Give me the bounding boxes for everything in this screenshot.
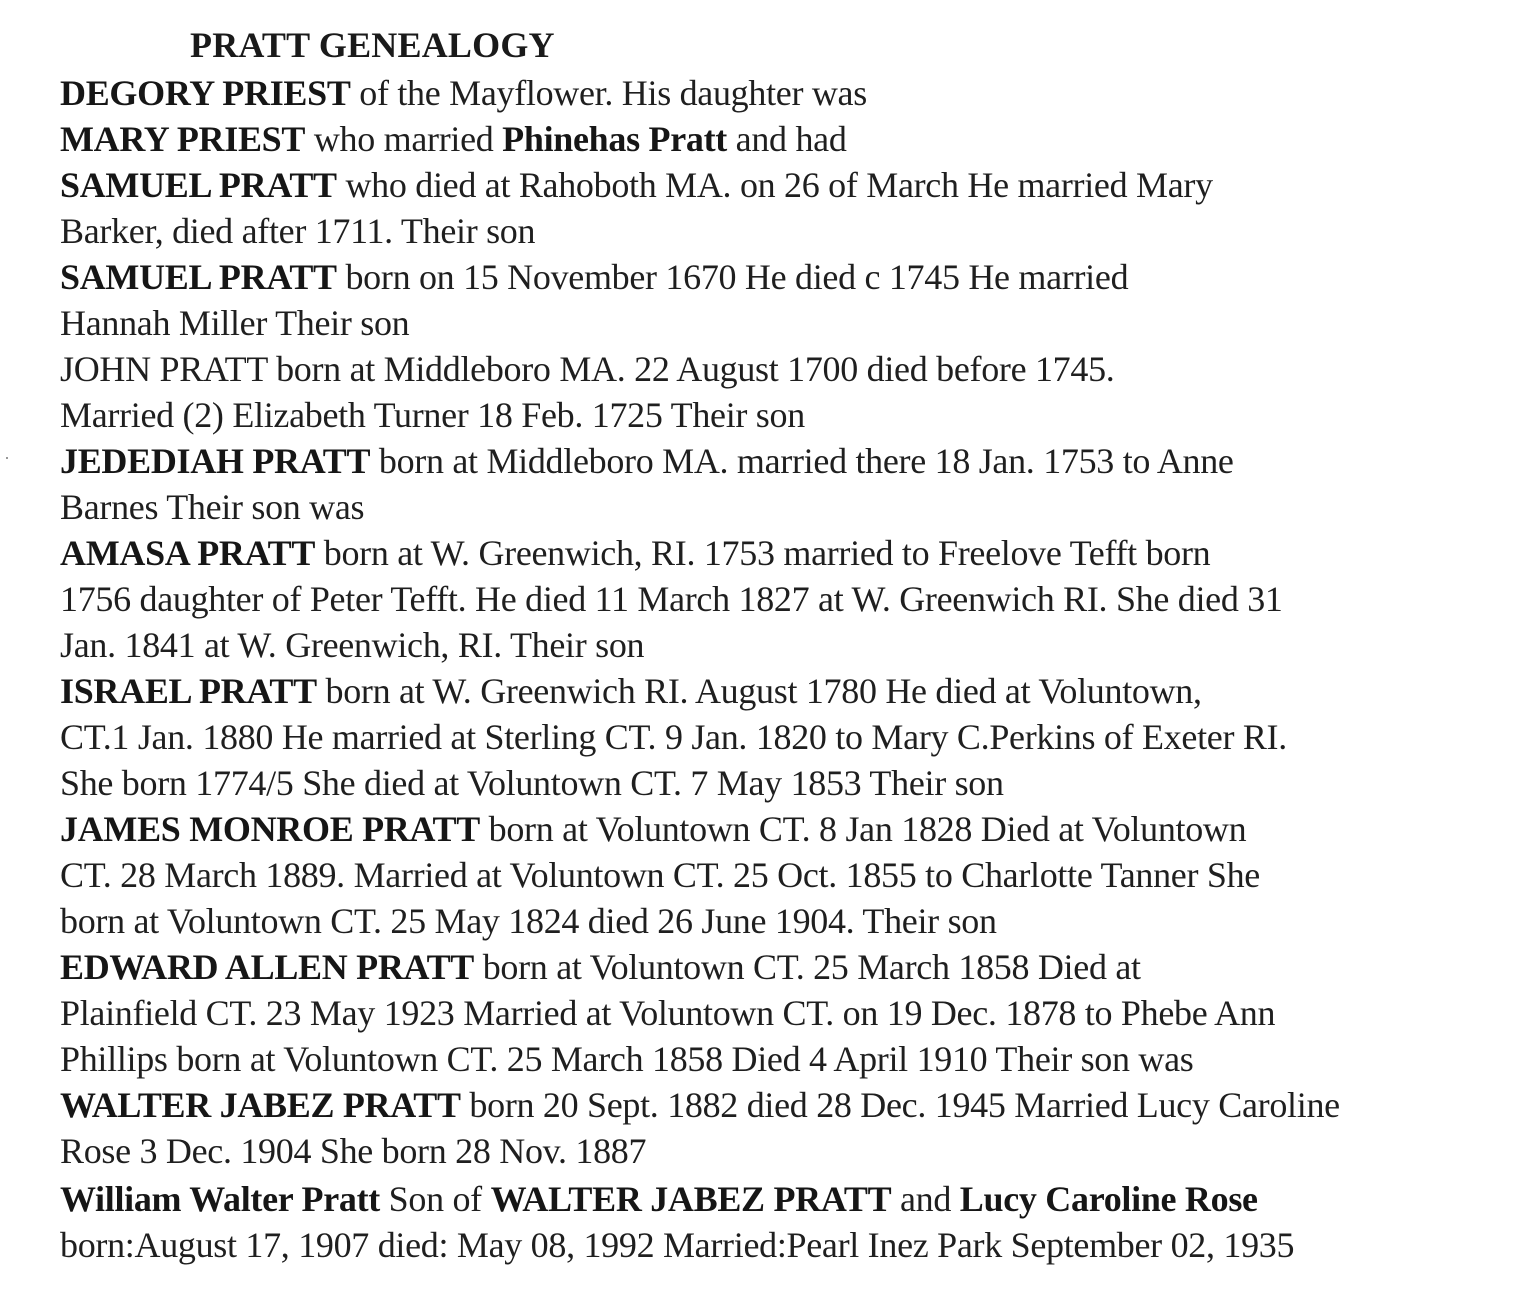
line-name: JEDEDIAH PRATT xyxy=(60,441,371,481)
line-text: who married xyxy=(305,119,503,159)
line-name: JAMES MONROE PRATT xyxy=(60,809,480,849)
line-amasa-pratt xyxy=(60,532,1210,574)
line-text: born at W. Greenwich RI. August 1780 He died at Voluntown, xyxy=(316,671,1202,711)
line-james-monroe-pratt-cont-1 xyxy=(60,854,1260,896)
line-samuel-pratt-2 xyxy=(60,256,1128,298)
line-text: born:August 17, 1907 died: May 08, 1992 Married:Pearl Inez Park September 02, 1935 xyxy=(60,1225,1295,1265)
line-text: 1756 daughter of Peter Tefft. He died 11 March 1827 at W. Greenwich RI. She died 31 xyxy=(60,579,1283,619)
line-jedediah-pratt-cont xyxy=(60,486,364,528)
line-israel-pratt-cont-1 xyxy=(60,716,1287,758)
line-text: Son of xyxy=(379,1179,491,1219)
line-edward-allen-pratt-cont-1 xyxy=(60,992,1275,1034)
line-james-monroe-pratt xyxy=(60,808,1246,850)
document-title: PRATT GENEALOGY xyxy=(190,25,555,65)
line-israel-pratt xyxy=(60,670,1202,712)
line-text: Jan. 1841 at W. Greenwich, RI. Their son xyxy=(60,625,645,665)
line-text: Phillips born at Voluntown CT. 25 March 1858 Died 4 April 1910 Their son was xyxy=(60,1039,1194,1079)
line-israel-pratt-cont-2 xyxy=(60,762,1004,804)
line-degory-priest xyxy=(60,72,867,114)
line-text: born at Middleboro MA. married there 18 Jan. 1753 to Anne xyxy=(370,441,1234,481)
line-text: born at Voluntown CT. 25 May 1824 died 26 June 1904. Their son xyxy=(60,901,997,941)
line-text: and had xyxy=(726,119,847,159)
line-text: born 20 Sept. 1882 died 28 Dec. 1945 Married Lucy Caroline xyxy=(460,1085,1340,1125)
line-text: born on 15 November 1670 He died c 1745 He married xyxy=(336,257,1129,297)
line-name: SAMUEL PRATT xyxy=(60,257,337,297)
line-name: EDWARD ALLEN PRATT xyxy=(60,947,474,987)
line-name: MARY PRIEST xyxy=(60,119,306,159)
line-text: Barker, died after 1711. Their son xyxy=(60,211,536,251)
line-samuel-pratt-1 xyxy=(60,164,1213,206)
line-text: Rose 3 Dec. 1904 She born 28 Nov. 1887 xyxy=(60,1131,647,1171)
line-text: Barnes Their son was xyxy=(60,487,365,527)
line-name: AMASA PRATT xyxy=(60,533,316,573)
line-text: who died at Rahoboth MA. on 26 of March He married Mary xyxy=(336,165,1213,205)
line-samuel-pratt-1-cont xyxy=(60,210,535,252)
line-william-walter-pratt xyxy=(60,1178,1258,1220)
line-text: of the Mayflower. His daughter was xyxy=(350,73,867,113)
line-walter-jabez-pratt-cont xyxy=(60,1130,646,1172)
line-john-pratt-cont xyxy=(60,394,805,436)
line-name: DEGORY PRIEST xyxy=(60,73,351,113)
line-samuel-pratt-2-cont xyxy=(60,302,409,344)
scan-speck xyxy=(6,457,8,459)
line-text: Married (2) Elizabeth Turner 18 Feb. 1725 Their son xyxy=(60,395,805,435)
line-text: and xyxy=(891,1179,960,1219)
line-text: born at Voluntown CT. 8 Jan 1828 Died at Voluntown xyxy=(479,809,1247,849)
line-name: SAMUEL PRATT xyxy=(60,165,337,205)
line-text: Hannah Miller Their son xyxy=(60,303,410,343)
line-text: CT.1 Jan. 1880 He married at Sterling CT. 9 Jan. 1820 to Mary C.Perkins of Exeter RI. xyxy=(60,717,1287,757)
line-james-monroe-pratt-cont-2 xyxy=(60,900,997,942)
line-william-walter-pratt-cont xyxy=(60,1224,1294,1266)
line-name-mother: Lucy Caroline Rose xyxy=(959,1179,1258,1219)
line-name-spouse: Phinehas Pratt xyxy=(502,119,727,159)
line-name: WALTER JABEZ PRATT xyxy=(60,1085,461,1125)
line-name: ISRAEL PRATT xyxy=(60,671,317,711)
line-amasa-pratt-cont-1 xyxy=(60,578,1283,620)
line-john-pratt xyxy=(60,348,1114,390)
line-text: Plainfield CT. 23 May 1923 Married at Voluntown CT. on 19 Dec. 1878 to Phebe Ann xyxy=(60,993,1276,1033)
line-mary-priest xyxy=(60,118,847,160)
line-amasa-pratt-cont-2 xyxy=(60,624,644,666)
line-text: CT. 28 March 1889. Married at Voluntown CT. 25 Oct. 1855 to Charlotte Tanner She xyxy=(60,855,1260,895)
line-text: JOHN PRATT born at Middleboro MA. 22 August 1700 died before 1745. xyxy=(60,349,1115,389)
line-name-father: WALTER JABEZ PRATT xyxy=(490,1179,892,1219)
line-text: She born 1774/5 She died at Voluntown CT. 7 May 1853 Their son xyxy=(60,763,1004,803)
line-name: William Walter Pratt xyxy=(60,1179,380,1219)
line-text: born at W. Greenwich, RI. 1753 married to Freelove Tefft born xyxy=(315,533,1211,573)
line-text: born at Voluntown CT. 25 March 1858 Died at xyxy=(474,947,1141,987)
line-edward-allen-pratt-cont-2 xyxy=(60,1038,1194,1080)
line-walter-jabez-pratt xyxy=(60,1084,1340,1126)
line-jedediah-pratt xyxy=(60,440,1234,482)
line-edward-allen-pratt xyxy=(60,946,1141,988)
